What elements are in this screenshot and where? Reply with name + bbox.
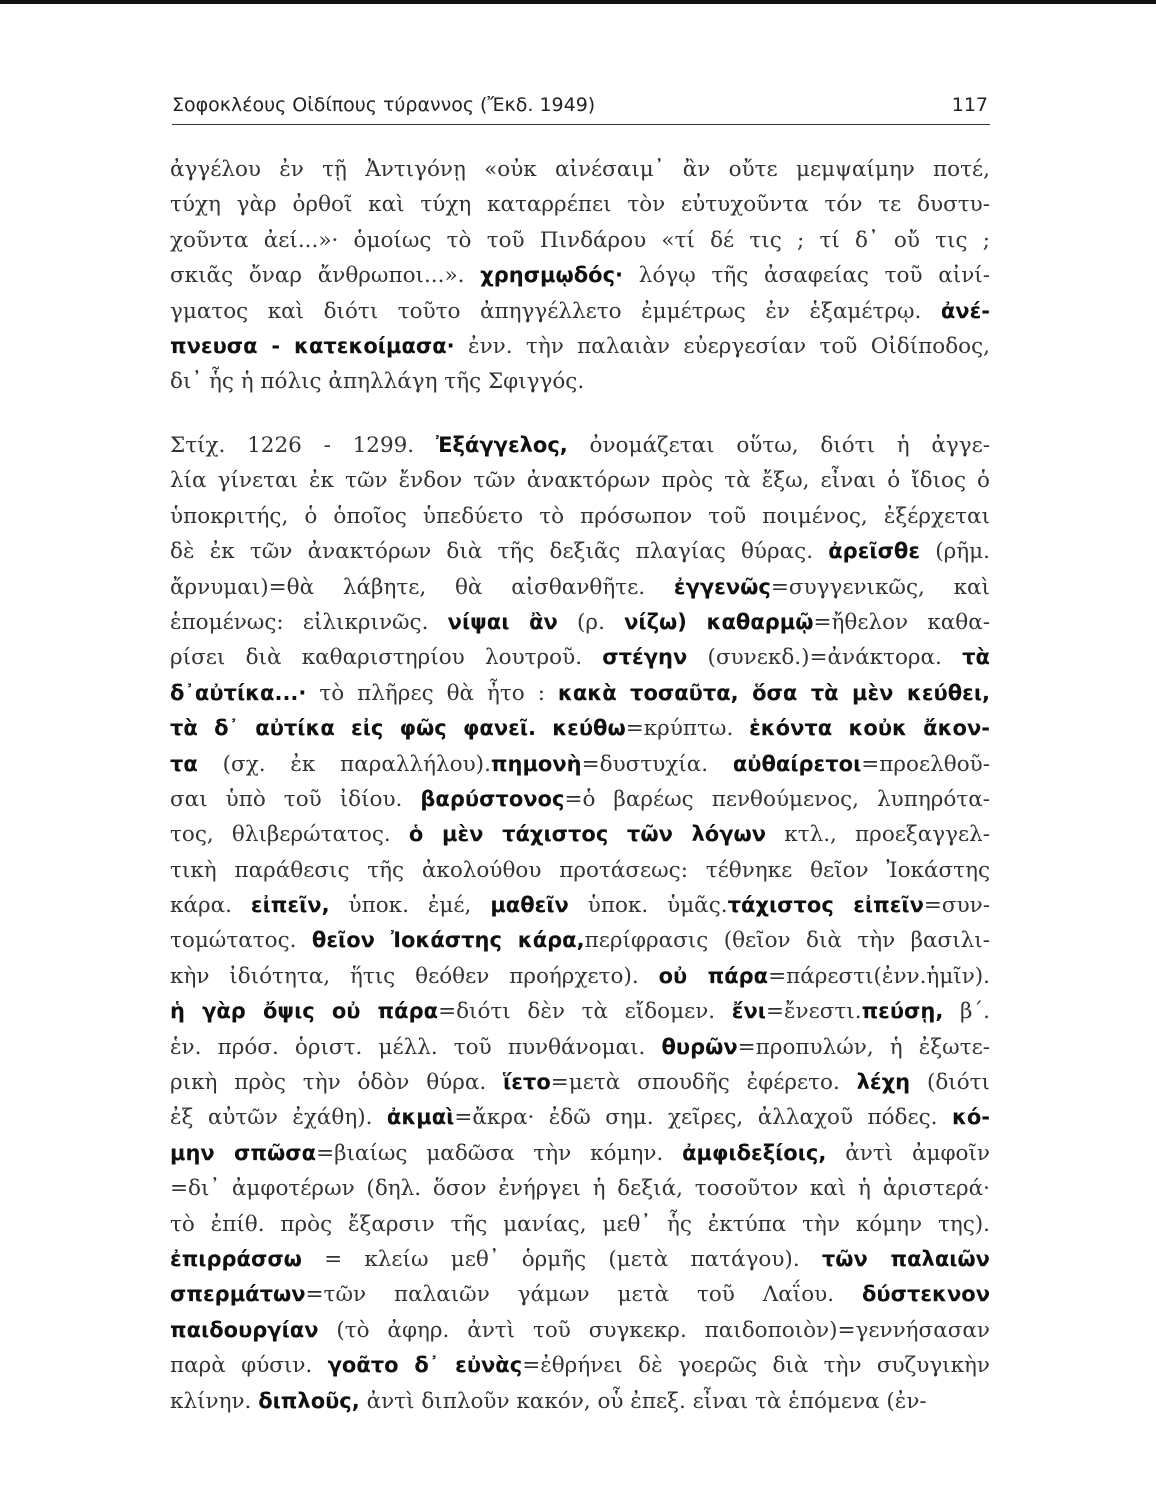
text-line xyxy=(170,223,990,258)
lemma-term: λέχη xyxy=(856,1070,911,1095)
gloss-text: =βιαίως μαδῶσα τὴν κόμην. xyxy=(316,1140,683,1166)
text-line xyxy=(170,1207,990,1242)
text-line xyxy=(170,1348,990,1383)
gloss-text: δὲ ἐκ τῶν ἀνακτόρων διὰ τῆς δεξιᾶς πλαγίας θύρας. xyxy=(170,539,829,565)
text-line xyxy=(170,570,990,605)
running-header xyxy=(172,92,990,125)
lemma-term: μαθεῖν xyxy=(490,893,569,918)
text-line xyxy=(170,923,990,958)
commentary-paragraph-1 xyxy=(170,152,990,400)
lemma-term: ἀνέ- xyxy=(940,298,990,323)
gloss-text: =προπυλών, ἡ ἐξωτε- xyxy=(737,1034,991,1060)
gloss-text: παρὰ φύσιν. xyxy=(170,1353,328,1379)
lemma-term: εἰπεῖν, xyxy=(250,893,330,918)
text-line xyxy=(170,994,990,1029)
gloss-text: β΄. xyxy=(943,999,990,1025)
lemma-term: τα xyxy=(170,751,198,776)
text-line xyxy=(170,747,990,782)
text-line xyxy=(170,817,990,852)
text-line xyxy=(170,1384,990,1419)
gloss-text: ὑποκριτής, ὁ ὁποῖος ὑπεδύετο τὸ πρόσωπον τοῦ ποιμένος, ἐξέρχεται xyxy=(170,503,990,529)
gloss-text: =μετὰ σπουδῆς ἐφέρετο. xyxy=(550,1070,857,1096)
text-line xyxy=(170,782,990,817)
text-line xyxy=(170,888,990,923)
text-line xyxy=(170,258,990,293)
gloss-text: (τὸ ἀφηρ. ἀντὶ τοῦ συγκεκρ. παιδοποιὸν)=γεννήσασαν xyxy=(318,1317,990,1343)
gloss-text: =ἄκρα· ἐδῶ σημ. χεῖρες, ἀλλαχοῦ πόδες. xyxy=(454,1105,952,1131)
text-line xyxy=(170,1313,990,1348)
commentary-paragraph-2 xyxy=(170,428,990,1419)
text-line xyxy=(170,1136,990,1171)
gloss-text: =τῶν παλαιῶν γάμων μετὰ τοῦ Λαΐου. xyxy=(305,1282,862,1308)
lemma-term: ἵετο xyxy=(503,1070,551,1095)
text-line xyxy=(170,329,990,364)
text-line xyxy=(170,294,990,329)
lemma-term: κό- xyxy=(951,1105,990,1130)
lemma-term: νίζω) καθαρμῷ xyxy=(624,609,814,634)
text-line xyxy=(170,640,990,675)
gloss-text: χοῦντα ἀεί...»· ὁμοίως τὸ τοῦ Πινδάρου «τί δέ τις ; τί δ᾽ οὔ τις ; xyxy=(170,227,990,253)
text-line xyxy=(170,853,990,888)
text-line xyxy=(170,499,990,534)
gloss-text: (ρῆμ. xyxy=(920,539,990,565)
lemma-term: θυρῶν xyxy=(661,1034,738,1059)
gloss-text: =συγγενικῶς, καὶ xyxy=(770,574,990,600)
gloss-text: =συν- xyxy=(923,893,990,919)
lemma-term: ὁ μὲν τάχιστος τῶν λόγων xyxy=(408,822,767,847)
gloss-text: κάρα. xyxy=(170,893,251,919)
gloss-text: τὸ ἐπίθ. πρὸς ἔξαρσιν τῆς μανίας, μεθ᾽ ἧς ἐκτύπα τὴν κόμην της). xyxy=(170,1211,990,1237)
gloss-text: σκιᾶς ὄναρ ἄνθρωποι...». xyxy=(170,263,481,289)
gloss-text: (διότι xyxy=(910,1070,990,1096)
lemma-term: γοᾶτο δ᾽ εὐνὰς xyxy=(327,1353,523,1378)
lemma-term: διπλοῦς, xyxy=(258,1388,360,1413)
text-line xyxy=(170,1100,990,1135)
lemma-term: τῶν παλαιῶν xyxy=(821,1246,990,1271)
gloss-text: τύχη γὰρ ὀρθοῖ καὶ τύχη καταρρέπει τὸν εὐτυχοῦντα τόν τε δυστυ- xyxy=(170,192,990,218)
lemma-term: χρησμῳδός· xyxy=(480,263,624,288)
lemma-term: ἀρεῖσθε xyxy=(828,539,921,564)
gloss-text: περίφρασις (θεῖον διὰ τὴν βασιλι- xyxy=(584,928,990,954)
gloss-text: ὀνομάζεται οὕτω, διότι ἡ ἀγγε- xyxy=(567,433,990,458)
lemma-term: τὰ xyxy=(962,645,990,670)
text-line xyxy=(170,676,990,711)
gloss-text: =δυστυχία. xyxy=(581,751,733,777)
lemma-term: αὐθαίρετοι xyxy=(732,751,862,776)
gloss-text: ὑποκ. ὑμᾶς. xyxy=(568,893,728,919)
gloss-text: ἀντὶ διπλοῦν κακόν, οὗ ἐπεξ. εἶναι τὰ ἑπόμενα (ἐν- xyxy=(359,1388,927,1414)
gloss-text: λία γίνεται ἐκ τῶν ἔνδον τῶν ἀνακτόρων πρὸς τὰ ἔξω, εἶναι ὁ ἴδιος ὁ xyxy=(170,468,990,494)
gloss-text: τικὴ παράθεσις τῆς ἀκολούθου προτάσεως: τέθνηκε θεῖον Ἰοκάστης xyxy=(170,857,990,883)
page-number: 117 xyxy=(951,94,988,116)
lemma-term: οὐ πάρα xyxy=(658,963,769,988)
lemma-term: ἐγγενῶς xyxy=(673,574,771,599)
lemma-term: πνευσα - κατεκοίμασα· xyxy=(170,333,455,358)
scan-top-edge xyxy=(0,0,1156,4)
running-title: Σοφοκλέους Οἰδίπους τύραννος (Ἔκδ. 1949) xyxy=(172,94,596,116)
lemma-term: δύστεκνον xyxy=(861,1282,990,1307)
gloss-text: Στίχ. 1226 - 1299. xyxy=(170,433,436,458)
lemma-term: βαρύστονος xyxy=(420,786,565,811)
text-line xyxy=(170,364,990,399)
text-line xyxy=(170,152,990,187)
gloss-text: =ὁ βαρέως πενθούμενος, λυπηρότα- xyxy=(564,786,991,812)
gloss-text: τος, θλιβερώτατος. xyxy=(170,822,409,848)
gloss-text: κὴν ἰδιότητα, ἥτις θεόθεν προήρχετο). xyxy=(170,963,659,989)
text-line xyxy=(170,1171,990,1206)
lemma-term: ἑκόντα κοὐκ ἄκον- xyxy=(749,716,990,741)
text-line xyxy=(170,1242,990,1277)
lemma-term: ἀκμαὶ xyxy=(386,1105,455,1130)
lemma-term: πημονὴ xyxy=(490,751,582,776)
gloss-text: =πάρεστι(ἐνν.ἡμῖν). xyxy=(768,963,991,989)
gloss-text: τομώτατος. xyxy=(170,928,312,954)
lemma-term: τὰ δ᾽ αὐτίκα εἰς φῶς φανεῖ. κεύθω xyxy=(170,716,626,741)
gloss-text: ἑν. πρόσ. ὁριστ. μέλλ. τοῦ πυνθάνομαι. xyxy=(170,1034,662,1060)
text-line xyxy=(170,463,990,498)
gloss-text: =ἐθρήνει δὲ γοερῶς διὰ τὴν συζυγικὴν xyxy=(522,1353,990,1379)
text-line xyxy=(170,534,990,569)
gloss-text: ὑποκ. ἐμέ, xyxy=(329,893,491,919)
lemma-term: ἐπιρράσσω xyxy=(170,1246,302,1271)
gloss-text: ἄρνυμαι)=θὰ λάβητε, θὰ αἰσθανθῆτε. xyxy=(170,574,674,600)
gloss-text: ἀγγέλου ἐν τῇ Ἀντιγόνῃ «οὐκ αἰνέσαιμ᾽ ἂν οὔτε μεμψαίμην ποτέ, xyxy=(170,157,990,182)
gloss-text: (σχ. ἐκ παραλλήλου). xyxy=(197,751,491,777)
gloss-text: δι᾽ ἧς ἡ πόλις ἀπηλλάγη τῆς Σφιγγός. xyxy=(170,369,585,395)
lemma-term: δ᾽αὐτίκα...· xyxy=(170,680,307,705)
lemma-term: ἔνι xyxy=(731,999,766,1024)
gloss-text: =προελθοῦ- xyxy=(861,751,990,777)
gloss-text: ἑπομένως: εἰλικρινῶς. xyxy=(170,609,448,635)
lemma-term: σπερμάτων xyxy=(170,1282,306,1307)
text-line xyxy=(170,1030,990,1065)
lemma-term: ἀμφιδεξίοις, xyxy=(682,1140,827,1165)
gloss-text: τὸ πλῆρες θὰ ἦτο : xyxy=(306,680,558,706)
lemma-term: μην σπῶσα xyxy=(170,1140,317,1165)
text-line xyxy=(170,1065,990,1100)
gloss-text: λόγῳ τῆς ἀσαφείας τοῦ αἰνί- xyxy=(623,263,990,289)
lemma-term: θεῖον Ἰοκάστης κάρα, xyxy=(311,928,585,953)
gloss-text: ἐξ αὐτῶν ἐχάθη). xyxy=(170,1105,387,1131)
gloss-text: κλίνην. xyxy=(170,1388,259,1414)
gloss-text: =ἤθελον καθα- xyxy=(813,609,990,635)
gloss-text: (συνεκδ.)=ἀνάκτορα. xyxy=(687,645,963,671)
lemma-term: πεύσῃ, xyxy=(861,999,944,1024)
gloss-text: = κλείω μεθ᾽ ὁρμῆς (μετὰ πατάγου). xyxy=(301,1246,822,1272)
lemma-term: τάχιστος εἰπεῖν xyxy=(727,893,924,918)
gloss-text: =ἔνεστι. xyxy=(765,999,862,1025)
gloss-text: ἐνν. τὴν παλαιὰν εὐεργεσίαν τοῦ Οἰδίποδος, xyxy=(454,333,991,359)
text-line xyxy=(170,711,990,746)
gloss-text: γματος καὶ διότι τοῦτο ἀπηγγέλλετο ἐμμέτρως ἐν ἑξαμέτρῳ. xyxy=(170,298,941,324)
gloss-text: κτλ., προεξαγγελ- xyxy=(766,822,990,848)
gloss-text: σαι ὑπὸ τοῦ ἰδίου. xyxy=(170,786,421,812)
lemma-term: ἡ γὰρ ὄψις οὐ πάρα xyxy=(170,999,439,1024)
text-line xyxy=(170,187,990,222)
gloss-text: =δι᾽ ἀμφοτέρων (δηλ. ὅσον ἐνήργει ἡ δεξιά, τοσοῦτον καὶ ἡ ἀριστερά· xyxy=(170,1176,990,1202)
gloss-text: (ρ. xyxy=(557,609,625,635)
gloss-text: ρικὴ πρὸς τὴν ὁδὸν θύρα. xyxy=(170,1070,504,1096)
gloss-text: ρίσει διὰ καθαριστηρίου λουτροῦ. xyxy=(170,645,603,671)
gloss-text: =διότι δὲν τὰ εἴδομεν. xyxy=(438,999,732,1025)
text-line xyxy=(170,959,990,994)
gloss-text: ἀντὶ ἀμφοῖν xyxy=(826,1140,990,1166)
text-line xyxy=(170,605,990,640)
lemma-term: στέγην xyxy=(602,645,688,670)
lemma-term: κακὰ τοσαῦτα, ὅσα τὰ μὲν κεύθει, xyxy=(557,680,990,705)
text-line xyxy=(170,428,990,463)
text-line xyxy=(170,1277,990,1312)
lemma-term: παιδουργίαν xyxy=(170,1317,319,1342)
lemma-term: νίψαι ἂν xyxy=(447,609,558,634)
lemma-term: Ἐξάγγελος, xyxy=(435,433,568,457)
gloss-text: =κρύπτω. xyxy=(625,716,750,742)
